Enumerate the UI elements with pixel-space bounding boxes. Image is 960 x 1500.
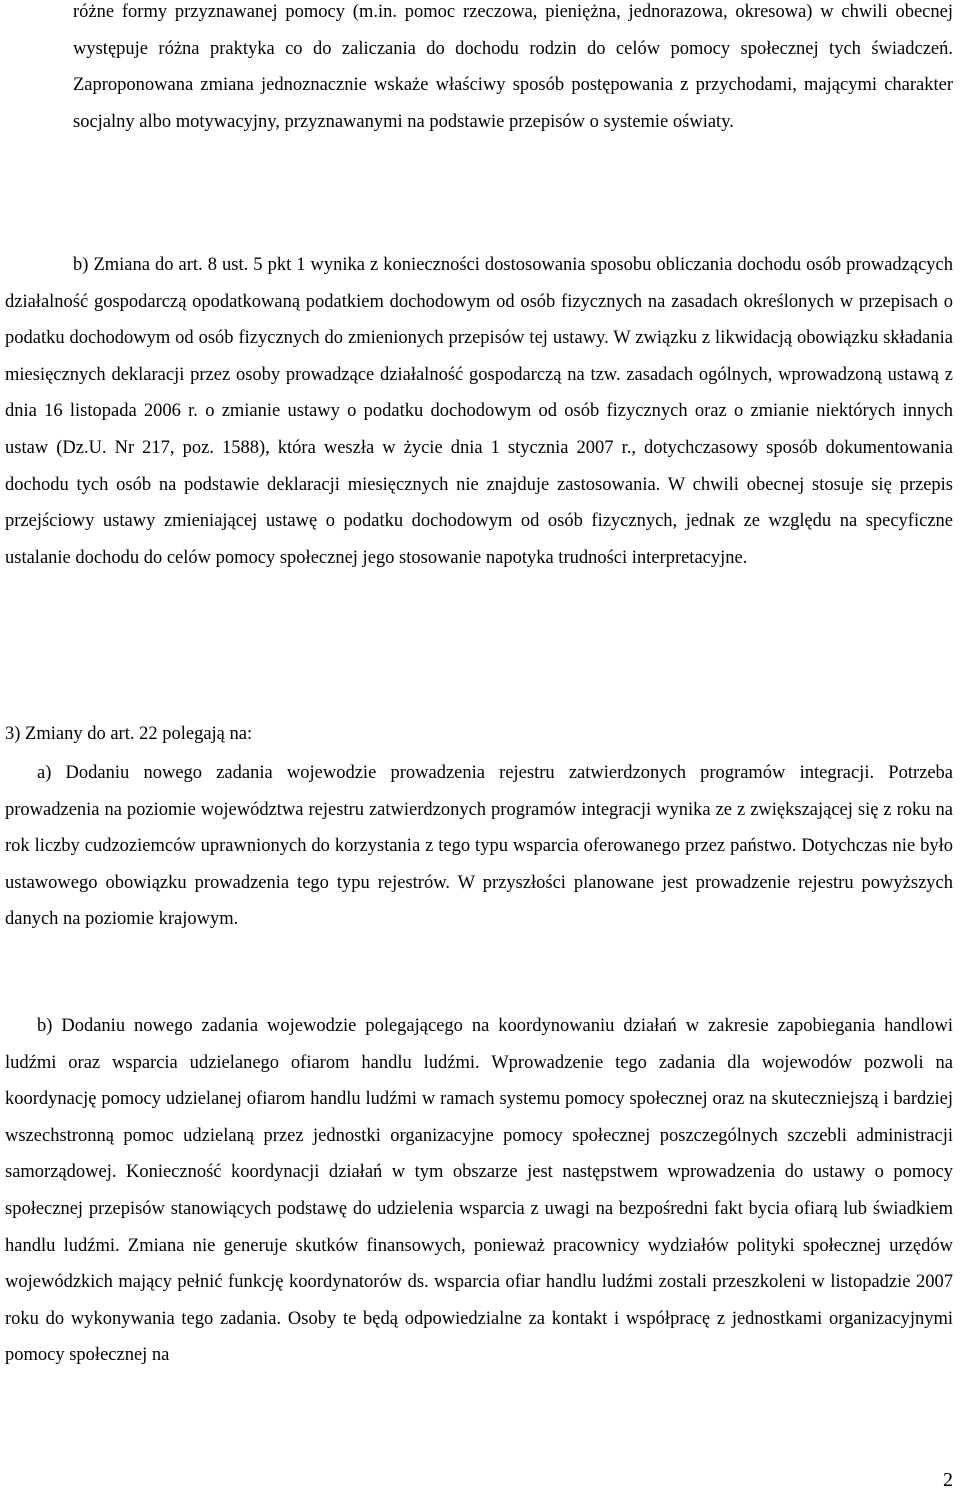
paragraph-integration-register: a) Dodaniu nowego zadania wojewodzie prowadzenia rejestru zatwierdzonych programów integracji. Potrzeba prowadzenia na poziomie województwa rejestru zatwierdzonych programów integracji wynika ze z zwiększającej się z roku na rok liczby cudzoziemców uprawnionych do korzystania z tego typu wsparcia oferowanego przez państwo. Dotychczas nie było ustawowego obowiązku prowadzenia tego typu rejestrów. W przyszłości planowane jest prowadzenie rejestru powyższych danych na poziomie krajowym. xyxy=(5,763,953,930)
section-heading-art-22: 3) Zmiany do art. 22 polegają na: xyxy=(5,724,253,744)
paragraph-human-trafficking-coordination: b) Dodaniu nowego zadania wojewodzie polegającego na koordynowaniu działań w zakresie zapobiegania handlowi ludźmi oraz wsparcia udzielanego ofiarom handlu ludźmi. Wprowadzenie tego zadania dla wojewodów pozwoli na koordynację pomocy udzielanej ofiarom handlu ludźmi w ramach systemu pomocy społecznej oraz na skuteczniejszą i bardziej wszechstronną pomoc udzielaną przez jednostki organizacyjne pomocy społecznej poszczególnych szczebli administracji samorządowej. Konieczność koordynacji działań w tym obszarze jest następstwem wprowadzenia do ustawy o pomocy społecznej przepisów stanowiących podstawę do udzielenia wsparcia z uwagi na bezpośredni fakt bycia ofiarą lub świadkiem handlu ludźmi. Zmiana nie generuje skutków finansowych, ponieważ pracownicy wydziałów polityki społecznej urzędów wojewódzkich mający pełnić funkcję koordynatorów ds. wsparcia ofiar handlu ludźmi zostali przeszkoleni w listopadzie 2007 roku do wykonywania tego zadania. Osoby te będą odpowiedzialne za kontakt i współpracę z jednostkami organizacyjnymi pomocy społecznej na xyxy=(5,1016,953,1366)
page-number: 2 xyxy=(943,1469,953,1491)
paragraph-art-8-change xyxy=(5,247,953,576)
paragraph-social-benefits: różne formy przyznawanej pomocy (m.in. pomoc rzeczowa, pieniężna, jednorazowa, okresowa) w chwili obecnej występuje różna praktyka co do zaliczania do dochodu rodzin do celów pomocy społecznej tych świadczeń. Zaproponowana zmiana jednoznacznie wskaże właściwy sposób postępowania z przychodami, mającymi charakter socjalny albo motywacyjny, przyznawanymi na podstawie przepisów o systemie oświaty. xyxy=(73,2,953,132)
paragraph-art-8-text: b) Zmiana do art. 8 ust. 5 pkt 1 wynika z konieczności dostosowania sposobu obliczania dochodu osób prowadzących działalność gospodarczą opodatkowaną podatkiem dochodowym od osób fizycznych na zasadach określonych w przepisach o podatku dochodowym od osób fizycznych do zmienionych przepisów tej ustawy. W związku z likwidacją obowiązku składania miesięcznych deklaracji przez osoby prowadzące działalność gospodarczą na tzw. zasadach ogólnych, wprowadzoną ustawą z dnia 16 listopada 2006 r. o zmianie ustawy o podatku dochodowym od osób fizycznych oraz o zmianie niektórych innych ustaw (Dz.U. Nr 217, poz. 1588), która weszła w życie dnia 1 stycznia 2007 r., dotychczasowy sposób dokumentowania dochodu tych osób na podstawie deklaracji miesięcznych nie znajduje zastosowania. W chwili obecnej stosuje się przepis przejściowy ustawy zmieniającej ustawę o podatku dochodowym od osób fizycznych, jednak ze względu na specyficzne ustalanie dochodu do celów pomocy społecznej jego stosowanie napotyka trudności interpretacyjne. xyxy=(5,255,953,568)
